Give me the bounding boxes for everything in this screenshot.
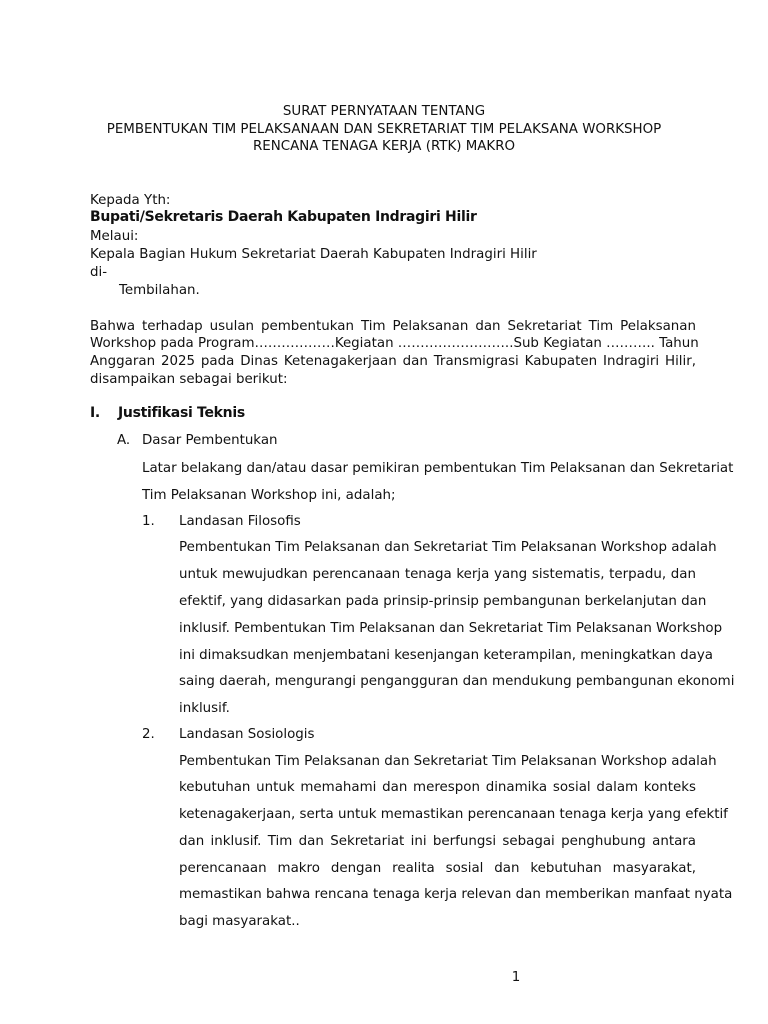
item-2-line-2: kebutuhan untuk memahami dan merespon dinamika sosial dalam konteks — [179, 780, 696, 795]
subsection-letter: A. — [117, 433, 131, 448]
item-1-number: 1. — [142, 514, 155, 529]
item-1-line-1: Pembentukan Tim Pelaksanan dan Sekretariat Tim Pelaksanan Workshop adalah — [179, 540, 717, 555]
item-1-line-3: efektif, yang didasarkan pada prinsip-prinsip pembangunan berkelanjutan dan — [179, 594, 707, 609]
address-at: di- — [90, 265, 108, 280]
item-2-line-1: Pembentukan Tim Pelaksanan dan Sekretariat Tim Pelaksanan Workshop adalah — [179, 754, 717, 769]
intro-line-2: Workshop pada Program………………Kegiatan ……………………..Sub Kegiatan ……….. Tahun — [90, 336, 699, 351]
item-1-line-7: inklusif. — [179, 701, 230, 716]
address-recipient: Bupati/Sekretaris Daerah Kabupaten Indragiri Hilir — [90, 209, 477, 225]
item-1-line-2: untuk mewujudkan perencanaan tenaga kerja yang sistematis, terpadu, dan — [179, 567, 696, 582]
title-line-1: SURAT PERNYATAAN TENTANG — [282, 104, 486, 119]
section-number: I. — [90, 405, 100, 421]
item-2-line-6: memastikan bahwa rencana tenaga kerja relevan dan memberikan manfaat nyata — [179, 887, 733, 902]
item-2-line-5: perencanaan makro dengan realita sosial dan kebutuhan masyarakat, — [179, 861, 696, 876]
item-1-title: Landasan Filosofis — [179, 514, 301, 529]
subsection-heading: Dasar Pembentukan — [142, 433, 278, 448]
item-1-line-6: saing daerah, mengurangi pengangguran dan mendukung pembangunan ekonomi — [179, 674, 735, 689]
subsection-text-line-1: Latar belakang dan/atau dasar pemikiran pembentukan Tim Pelaksanan dan Sekretariat — [142, 461, 734, 476]
address-via-name: Kepala Bagian Hukum Sekretariat Daerah Kabupaten Indragiri Hilir — [90, 247, 537, 262]
intro-line-1: Bahwa terhadap usulan pembentukan Tim Pelaksanan dan Sekretariat Tim Pelaksanan — [90, 319, 696, 334]
item-2-line-7: bagi masyarakat.. — [179, 914, 300, 929]
section-heading: Justifikasi Teknis — [118, 405, 245, 421]
intro-line-3: Anggaran 2025 pada Dinas Ketenagakerjaan dan Transmigrasi Kabupaten Indragiri Hilir, — [90, 354, 696, 369]
intro-line-4: disampaikan sebagai berikut: — [90, 372, 288, 387]
item-2-line-3: ketenagakerjaan, serta untuk memastikan perencanaan tenaga kerja yang efektif — [179, 807, 728, 822]
title-line-3: RENCANA TENAGA KERJA (RTK) MAKRO — [252, 139, 516, 154]
item-2-number: 2. — [142, 727, 155, 742]
item-2-line-4: dan inklusif. Tim dan Sekretariat ini berfungsi sebagai penghubung antara — [179, 834, 696, 849]
page-number: 1 — [511, 970, 521, 985]
title-line-2: PEMBENTUKAN TIM PELAKSANAAN DAN SEKRETARIAT TIM PELAKSANA WORKSHOP — [106, 122, 662, 137]
item-1-line-4: inklusif. Pembentukan Tim Pelaksanan dan Sekretariat Tim Pelaksanan Workshop — [179, 621, 723, 636]
address-to: Kepada Yth: — [90, 193, 171, 208]
item-2-title: Landasan Sosiologis — [179, 727, 315, 742]
subsection-text-line-2: Tim Pelaksanan Workshop ini, adalah; — [142, 488, 396, 503]
address-place: Tembilahan. — [119, 283, 200, 298]
item-1-line-5: ini dimaksudkan menjembatani kesenjangan keterampilan, meningkatkan daya — [179, 648, 713, 663]
address-via: Melaui: — [90, 229, 139, 244]
